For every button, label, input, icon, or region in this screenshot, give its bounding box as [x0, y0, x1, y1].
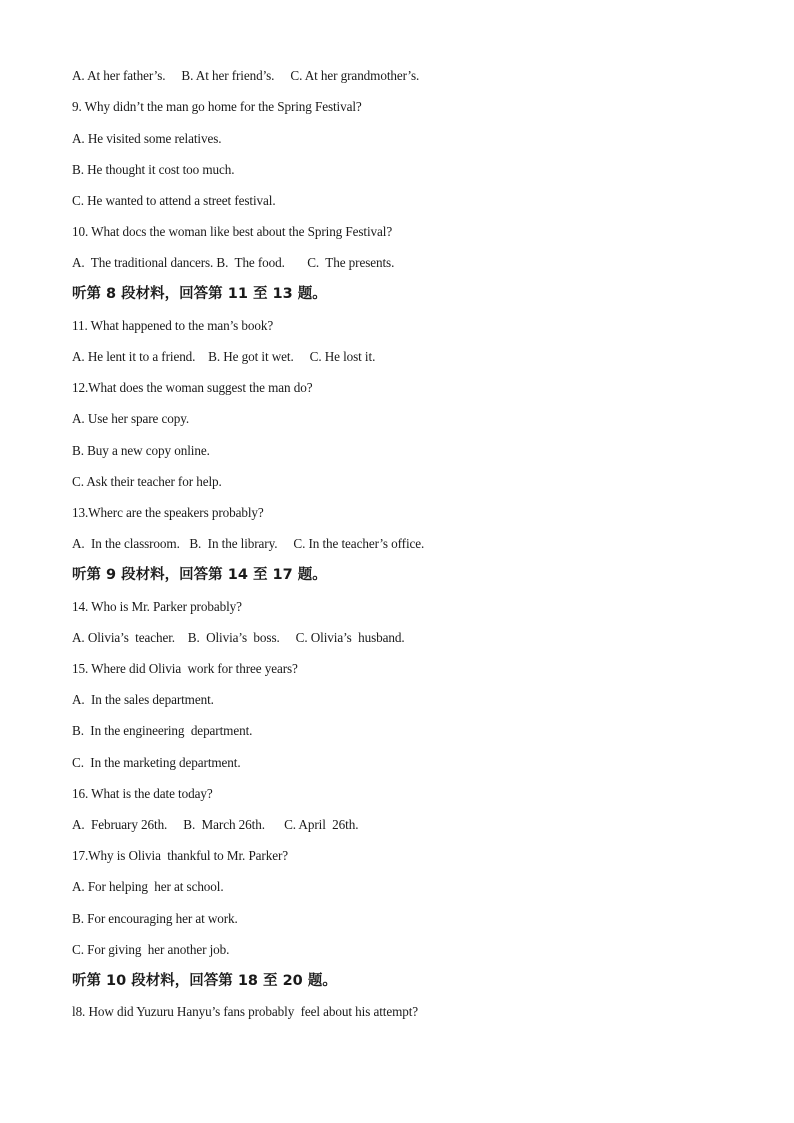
q12-option-c: C. Ask their teacher for help. — [72, 474, 222, 489]
q17-option-c: C. For giving her another job. — [72, 942, 230, 957]
q12-option-a: A. Use her spare copy. — [72, 411, 190, 426]
q9-option-b: B. He thought it cost too much. — [72, 162, 235, 177]
q9-option-c: C. He wanted to attend a street festival. — [72, 193, 276, 208]
question-10: 10. What docs the woman like best about the Spring Festival? — [72, 224, 393, 239]
question-13: 13.Wherc are the speakers probably? — [72, 505, 264, 520]
question-14: 14. Who is Mr. Parker probably? — [72, 599, 242, 614]
section-heading-8: 听第 8 段材料，回答第 11 至 13 题。 — [72, 286, 327, 302]
q15-option-b: B. In the engineering department. — [72, 723, 253, 738]
question-9: 9. Why didn’t the man go home for the Spring Festival? — [72, 99, 362, 114]
q10-options: A. The traditional dancers. B. The food. C. The presents. — [72, 255, 395, 270]
q8-options: A. At her father’s. B. At her friend’s. C. At her grandmother’s. — [72, 68, 420, 83]
section-heading-10: 听第 10 段材料，回答第 18 至 20 题。 — [72, 973, 337, 989]
q15-option-c: C. In the marketing department. — [72, 755, 241, 770]
q15-option-a: A. In the sales department. — [72, 692, 214, 707]
q17-option-b: B. For encouraging her at work. — [72, 911, 238, 926]
q17-option-a: A. For helping her at school. — [72, 879, 224, 894]
q16-options: A. February 26th. B. March 26th. C. April 26th. — [72, 817, 359, 832]
q14-options: A. Olivia’s teacher. B. Olivia’s boss. C. Olivia’s husband. — [72, 630, 405, 645]
question-16: 16. What is the date today? — [72, 786, 213, 801]
question-18: l8. How did Yuzuru Hanyu’s fans probably feel about his attempt? — [72, 1004, 419, 1019]
q12-option-b: B. Buy a new copy online. — [72, 443, 210, 458]
q11-options: A. He lent it to a friend. B. He got it wet. C. He lost it. — [72, 349, 376, 364]
q13-options: A. In the classroom. B. In the library. C. In the teacher’s office. — [72, 536, 425, 551]
question-15: 15. Where did Olivia work for three years? — [72, 661, 298, 676]
q9-option-a: A. He visited some relatives. — [72, 131, 222, 146]
question-11: 11. What happened to the man’s book? — [72, 318, 274, 333]
question-17: 17.Why is Olivia thankful to Mr. Parker? — [72, 848, 289, 863]
section-heading-9: 听第 9 段材料，回答第 14 至 17 题。 — [72, 567, 327, 583]
question-12: 12.What does the woman suggest the man do? — [72, 380, 313, 395]
